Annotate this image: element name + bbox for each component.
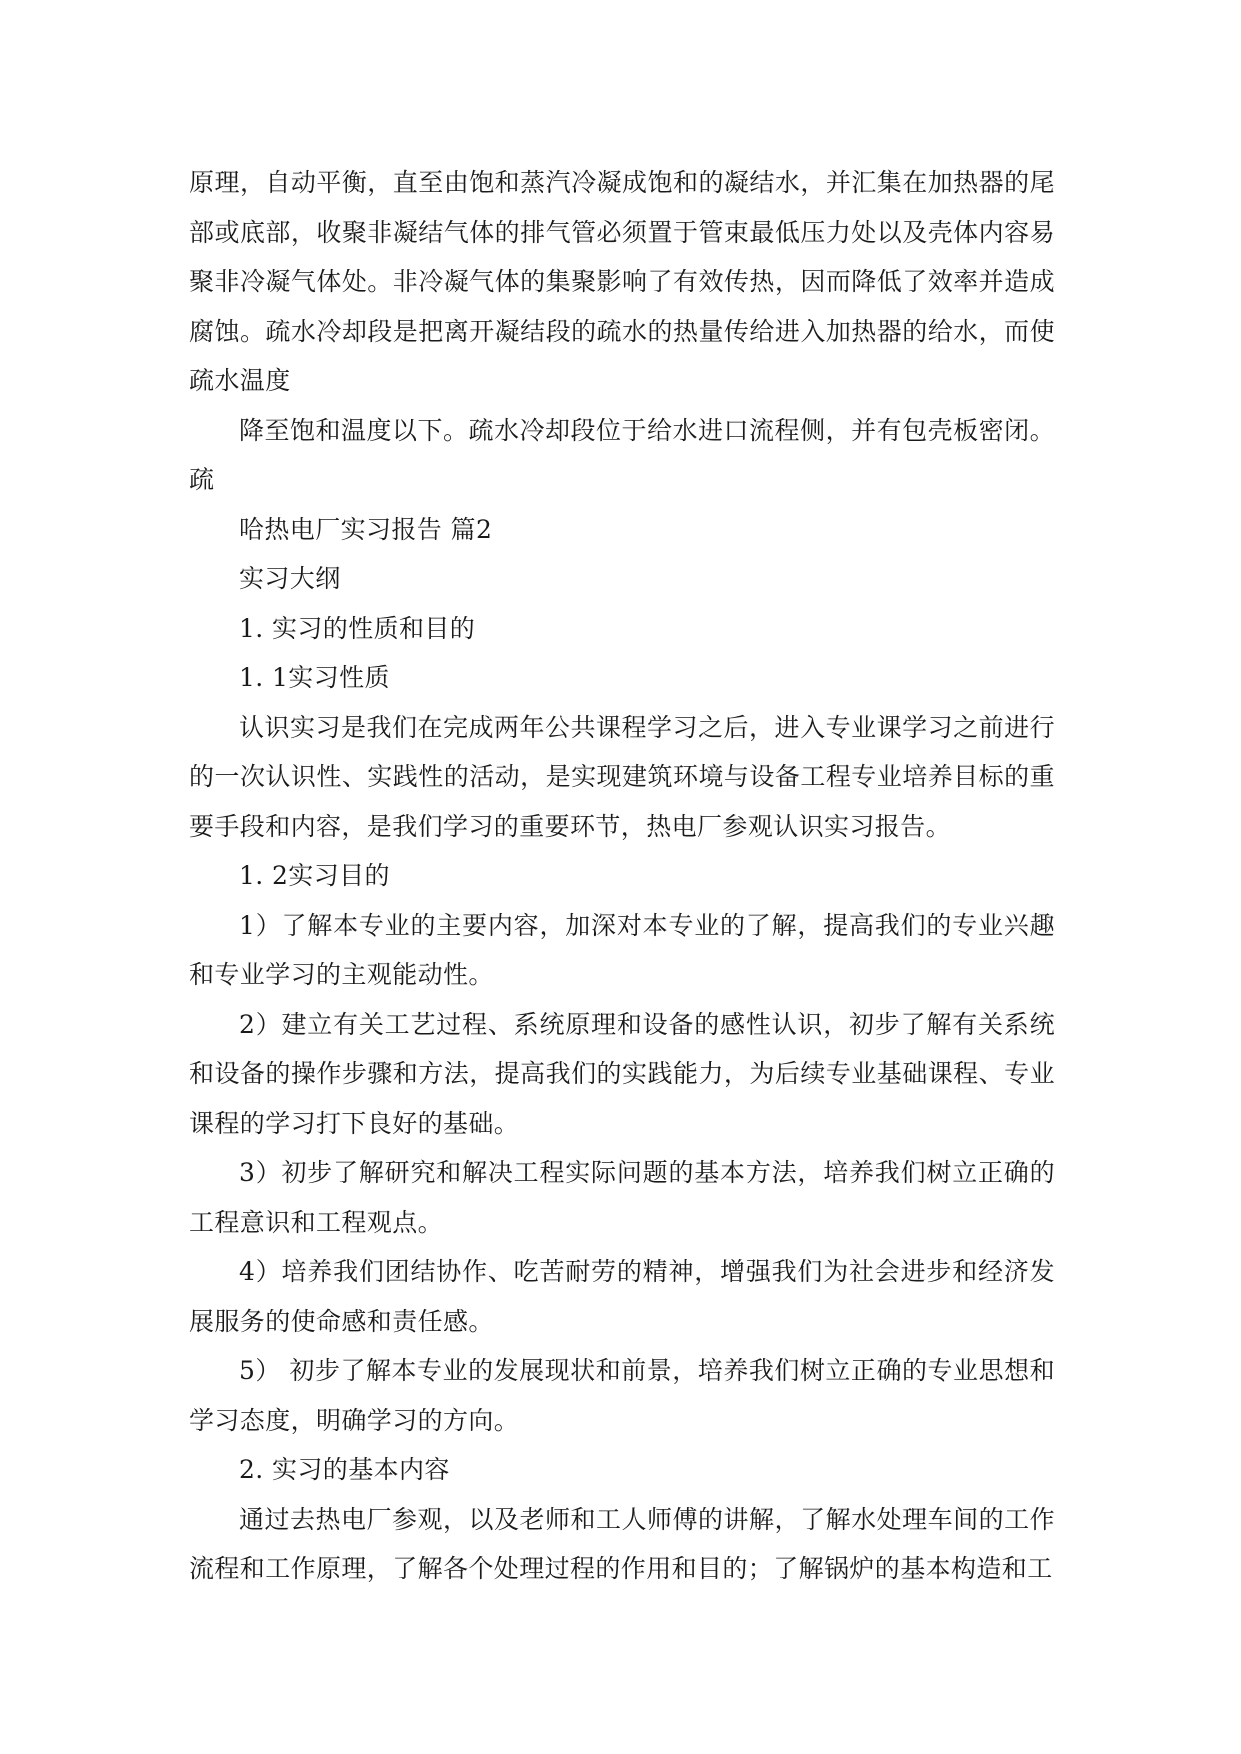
list-item-2: 2）建立有关工艺过程、系统原理和设备的感性认识，初步了解有关系统和设备的操作步骤和方法，提高我们的实践能力，为后续专业基础课程、专业课程的学习打下良好的基础。 xyxy=(189,1009,1055,1138)
paragraph-basic-content: 通过去热电厂参观，以及老师和工人师傅的讲解，了解水处理车间的工作流程和工作原理，了解各个处理过程的作用和目的；了解锅炉的基本构造和工 xyxy=(189,1504,1055,1583)
section-heading-2: 2. 实习的基本内容 xyxy=(239,1455,450,1484)
subsection-heading-1-2: 1. 2实习目的 xyxy=(239,861,390,890)
list-item-1: 1）了解本专业的主要内容，加深对本专业的了解，提高我们的专业兴趣和专业学习的主观能动性。 xyxy=(189,910,1055,989)
subsection-heading-1-1: 1. 1实习性质 xyxy=(239,663,390,692)
list-item-4: 4）培养我们团结协作、吃苦耐劳的精神，增强我们为社会进步和经济发展服务的使命感和责任感。 xyxy=(189,1257,1055,1336)
list-item-5: 5） 初步了解本专业的发展现状和前景，培养我们树立正确的专业思想和学习态度，明确学习的方向。 xyxy=(189,1356,1055,1435)
list-item-3: 3）初步了解研究和解决工程实际问题的基本方法，培养我们树立正确的工程意识和工程观点。 xyxy=(189,1158,1055,1237)
document-body xyxy=(189,158,1055,1594)
outline-heading: 实习大纲 xyxy=(239,564,341,593)
report-section-title: 哈热电厂实习报告 篇2 xyxy=(239,514,493,544)
paragraph-continuation: 原理，自动平衡，直至由饱和蒸汽冷凝成饱和的凝结水，并汇集在加热器的尾部或底部，收聚非凝结气体的排气管必须置于管束最低压力处以及壳体内容易聚非冷凝气体处。非冷凝气体的集聚影响了有效传热，因而降低了效率并造成腐蚀。疏水冷却段是把离开凝结段的疏水的热量传给进入加热器的给水，而使疏水温度 xyxy=(189,168,1055,395)
paragraph-drain-cooling: 降至饱和温度以下。疏水冷却段位于给水进口流程侧，并有包壳板密闭。疏 xyxy=(189,415,1055,494)
section-heading-1: 1. 实习的性质和目的 xyxy=(239,613,476,643)
paragraph-nature: 认识实习是我们在完成两年公共课程学习之后，进入专业课学习之前进行的一次认识性、实践性的活动，是实现建筑环境与设备工程专业培养目标的重要手段和内容，是我们学习的重要环节，热电厂参观认识实习报告。 xyxy=(189,712,1055,841)
